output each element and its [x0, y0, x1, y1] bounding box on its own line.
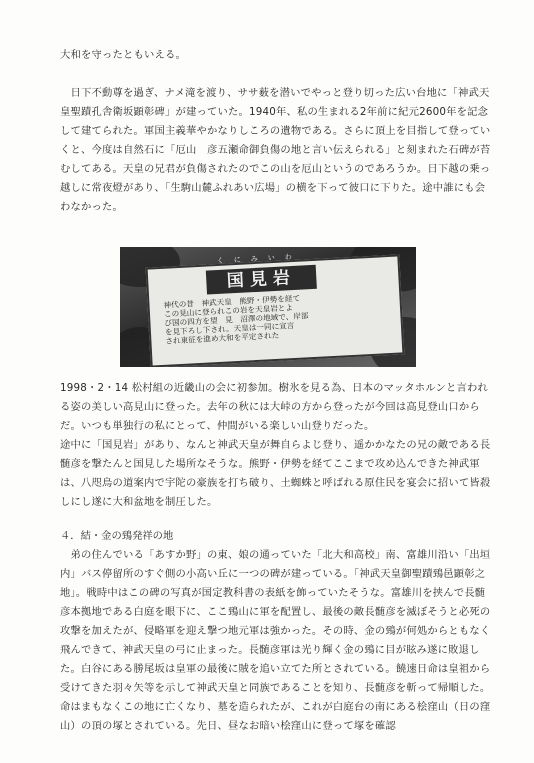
kunimi-iwa-sign — [146, 254, 405, 367]
sign-title: 国見岩 — [206, 265, 317, 295]
paragraph-takami: 1998・2・14 松村組の近畿山の会に初参加。樹氷を見る為、日本のマッタホルンと言われる姿の美しい高見山に登った。去年の秋には大峠の方から登ったが今回は高見登山口からだ。いつも単独行の私にとって、仲間がいる楽しい山登りだった。 途中に「国見岩」があり、なんと神武天皇が舞自らよじ登り、遥かかなたの兄の敵である長髄彦を撃たんと国見した場所なそうな。熊野・伊勢を経てここまで攻め込んできた神武軍は、八咫烏の道案内で宇陀の豪族を打ち破り、土蜘蛛と呼ばれる原住民を宴会に招いて皆殺しにし遂に大和盆地を制圧した。 — [60, 382, 491, 508]
kunimi-iwa-photo — [120, 247, 416, 367]
sign-ruby: くにみいわ — [216, 252, 302, 265]
paragraph-kinshi: 弟の住んでいる「あすか野」の東、娘の通っていた「北大和高校」南、富雄川沿い「出垣内」バス停留所のすぐ側の小高い丘に一つの碑が建っている。「神武天皇御聖蹟鵄邑顕彰之地」。戦時中はこの碑の写真が国定教科書の表紙を飾っていたそうな。富雄川を挟んで長髄彦本拠地である白庭を眼下に、ここ鵄山に軍を配置し、最後の敵長髄彦を滅ぼそうと必死の攻撃を加えたが、侵略軍を迎え撃つ地元軍は強かった。その時、金の鵄が何処からともなく飛んできて、神武天皇の弓に止まった。長髄彦軍は光り輝く金の鵄に目が眩み遂に敗退した。白谷にある勝尾坂は皇軍の最後に賊を追い立てた所とされている。饒速日命は皇祖から受けてきた羽々矢等を示して神武天皇と同族であることを知り、長髄彦を斬って帰順した。命はまもなくこの地に亡くなり、墓を造られたが、これが白庭台の南にある桧窪山（日の窪山）の頂の塚とされている。先日、昼なお暗い桧窪山に登って塚を確認 — [60, 549, 491, 732]
section-heading: ４．結・金の鵄発祥の地 — [60, 530, 174, 542]
sign-body: 神代の昔 神武天皇 熊野・伊勢を経て この見山に登られこの岩を天皇岩とよ び国の四方を望 見 沼澤の地域で、岸部 を見下ろし下され。天皇は一同に宣言 され東征を進め大和を平定された — [163, 293, 309, 346]
paragraph-kusaka: 日下不動尊を過ぎ、ナメ滝を渡り、ササ薮を潜いでやっと登り切った広い台地に「神武天皇聖蹟孔舎衛坂顕彰碑」が建っていた。1940年、私の生まれる2年前に紀元2600年を記念して建てられた。軍国主義華やかなりしころの遺物である。さらに頂上を目指して登っていくと、今度は自然石に「厄山 彦五瀬命御負傷の地と言い伝えられる」と刻まれた石碑が苔むしてある。天皇の兄君が負傷されたのでこの山を厄山というのであろうか。日下越の乗っ越しに常夜燈があり、「生駒山麓ふれあい広場」の横を下って彼口に下りた。途中誰にも会わなかった。 — [60, 87, 491, 213]
paragraph-intro: 大和を守ったともいえる。 — [60, 49, 186, 61]
